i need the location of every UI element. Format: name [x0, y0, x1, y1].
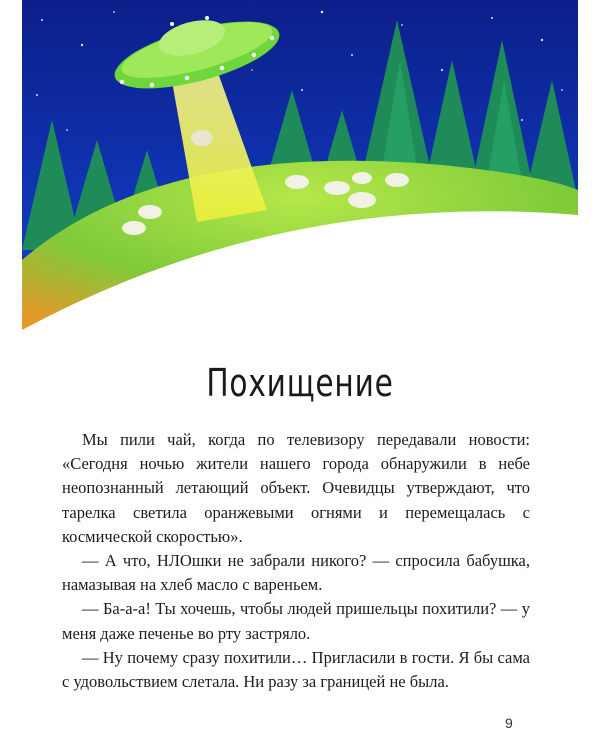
page-number: 9 [505, 715, 513, 731]
chapter-title: Похищение [206, 361, 394, 406]
ufo-illustration [22, 0, 578, 345]
story-paragraph: — Ну почему сразу похитили… Пригласили в гости. Я бы сама с удовольствием слетала. Ни разу за границей не была. [62, 647, 530, 692]
story-paragraph: Мы пили чай, когда по телевизору передавали новости: «Сегодня ночью жители нашего города обнаружили в небе неопознанный летающий объект. Очевидцы утверждают, что тарелка светила оранжевыми огнями и перемещалась с космической скоростью». [62, 430, 530, 546]
story-paragraph: — Ба-а-а! Ты хочешь, чтобы людей пришельцы похитили? — у меня даже печенье во рту застряло. [62, 599, 530, 643]
story-text [62, 428, 530, 694]
story-paragraph: — А что, НЛОшки не забрали никого? — спросила бабушка, намазывая на хлеб масло с вареньем. [62, 551, 530, 595]
